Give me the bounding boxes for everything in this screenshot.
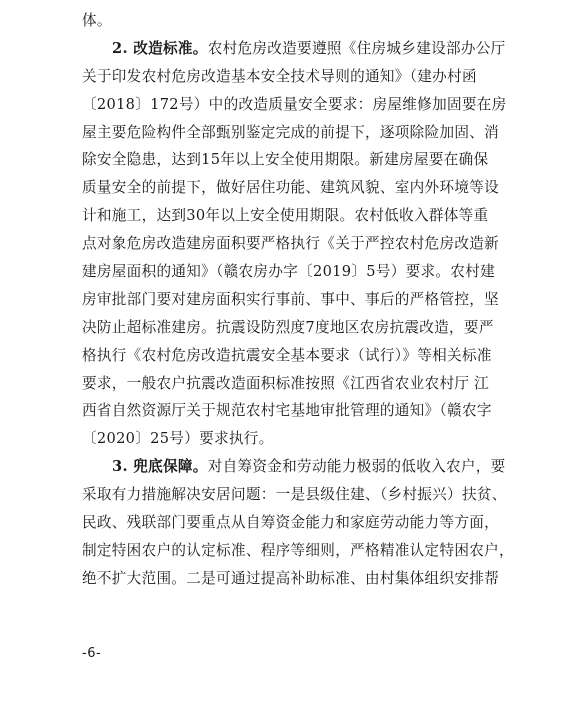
text-line: 关于印发农村危房改造基本安全技术导则的通知》（建办村函	[82, 67, 477, 85]
text-line: 绝不扩大范围。二是可通过提高补助标准、由村集体组织安排帮	[82, 569, 500, 587]
text-line: 屋主要危险构件全部甄别鉴定完成的前提下，逐项除险加固、消	[82, 123, 500, 141]
text-line: 西省自然资源厅关于规范农村宅基地审批管理的通知》（赣农字	[82, 402, 492, 420]
text-line: 要求，一般农户抗震改造面积标准按照《江西省农业农村厅 江	[82, 374, 490, 392]
section-3-heading: 3. 兜底保障。	[112, 458, 208, 476]
text-line: 民政、残联部门要重点从自筹资金能力和家庭劳动能力等方面，	[82, 514, 500, 532]
text-line: 计和施工，达到30年以上安全使用期限。农村低收入群体等重	[82, 207, 489, 225]
text-line: 〔2018〕172号）中的改造质量安全要求：房屋维修加固要在房	[82, 95, 507, 113]
text-line: 决防止超标准建房。抗震设防烈度7度地区农房抗震改造，要严	[82, 318, 494, 336]
text-line: 点对象危房改造建房面积要严格执行《关于严控农村危房改造新	[82, 235, 500, 253]
text-line: 建房屋面积的通知》（赣农房办字〔2019〕5号）要求。农村建	[82, 263, 495, 281]
text-line: 制定特困农户的认定标准、程序等细则，严格精准认定特困农户，	[82, 541, 514, 559]
text-line: 格执行《农村危房改造抗震安全基本要求（试行）》等相关标准	[82, 346, 492, 364]
text-span: 对自筹资金和劳动能力极弱的低收入农户，要	[207, 458, 506, 476]
text-span: 农村危房改造要遵照《住房城乡建设部办公厅	[207, 39, 506, 57]
text-line: 除安全隐患，达到15年以上安全使用期限。新建房屋要在确保	[82, 151, 489, 169]
section-3-first-line	[82, 453, 552, 481]
section-2-heading: 2. 改造标准。	[112, 39, 208, 57]
text-line: 房审批部门要对建房面积实行事前、事中、事后的严格管控，坚	[82, 290, 500, 308]
section-2-first-line	[82, 35, 552, 63]
page-number: -6-	[82, 646, 102, 661]
text-line: 采取有力措施解决安居问题：一是县级住建、（乡村振兴）扶贫、	[82, 486, 507, 504]
text-line: 质量安全的前提下，做好居住功能、建筑风貌、室内外环境等设	[82, 179, 500, 197]
text-line: 体。	[82, 12, 112, 29]
text-line: 〔2020〕25号）要求执行。	[82, 430, 274, 448]
document-body	[82, 7, 552, 593]
